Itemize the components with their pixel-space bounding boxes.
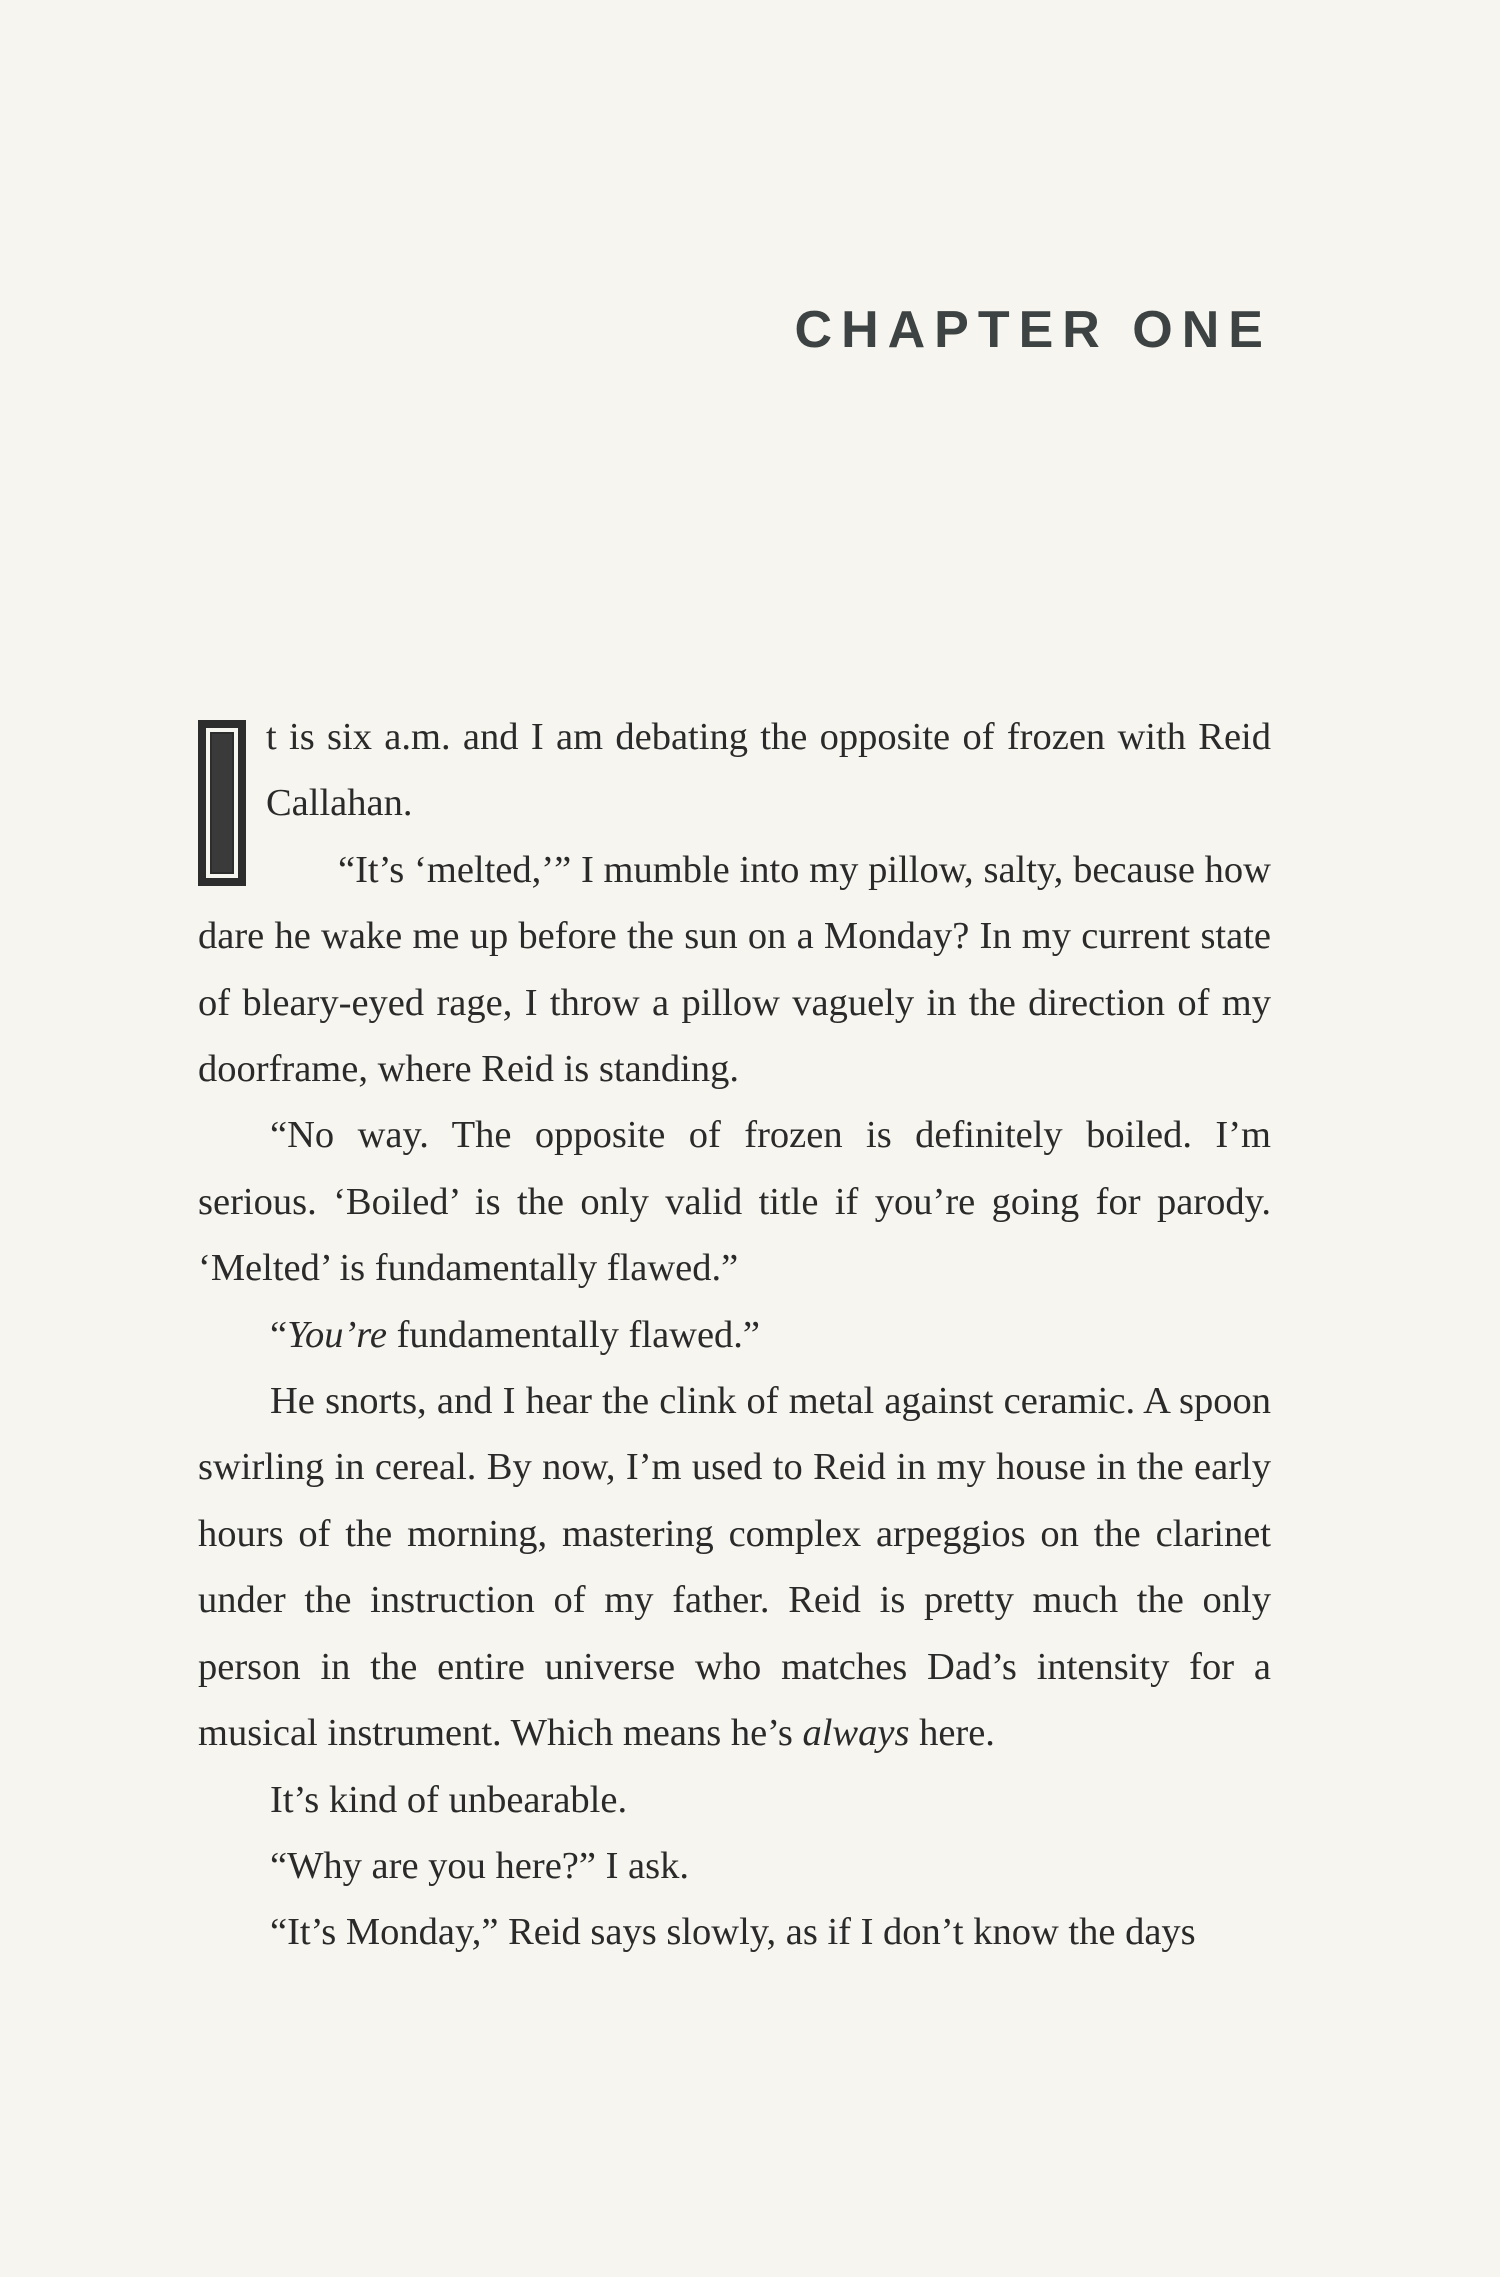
paragraph-5-start: He snorts, and I hear the clink of metal against ceramic. A spoon swirling in cereal. By now, I’m used to Reid in my house in the early hours of the morning, mastering complex arpeggios on the clarinet under the instruction of my father. Reid is pretty much the only person in the entire universe who matches Dad’s intensity for a musical instrument. Which means he’s: [198, 1380, 1271, 1755]
paragraph-4-rest: fundamentally flawed.”: [386, 1313, 761, 1356]
paragraph-3: [198, 1102, 1271, 1301]
paragraph-4-emphasis: You’re: [287, 1313, 387, 1356]
paragraph-6: [198, 1767, 1271, 1833]
paragraph-3-text: “No way. The opposite of frozen is definitely boiled. I’m serious. ‘Boiled’ is the only valid title if you’re going for parody. ‘Melted’ is fundamentally flawed.”: [198, 1114, 1271, 1290]
paragraph-1: [198, 704, 1271, 837]
paragraph-2-text: “It’s ‘melted,’” I mumble into my pillow, salty, because how dare he wake me up before the sun on a Monday? In my current state of bleary-eyed rage, I throw a pillow vaguely in the direction of my doorframe, where Reid is standing.: [198, 848, 1271, 1091]
paragraph-7-text: “Why are you here?” I ask.: [270, 1844, 689, 1887]
paragraph-1-text: t is six a.m. and I am debating the opposite of frozen with Reid Callahan.: [266, 716, 1271, 825]
paragraph-5-end: here.: [909, 1712, 995, 1755]
chapter-title: CHAPTER ONE: [794, 301, 1272, 359]
paragraph-4: [198, 1302, 1271, 1368]
drop-cap-letter: [206, 728, 207, 729]
chapter-body: [198, 704, 1271, 1966]
paragraph-8: [198, 1899, 1271, 1965]
paragraph-7: [198, 1833, 1271, 1899]
paragraph-5: [198, 1368, 1271, 1766]
paragraph-2: [198, 837, 1271, 1103]
paragraph-8-text: “It’s Monday,” Reid says slowly, as if I don’t know the days: [270, 1911, 1196, 1954]
paragraph-6-text: It’s kind of unbearable.: [270, 1778, 628, 1821]
drop-cap-i: [198, 720, 246, 886]
paragraph-4-open-quote: “: [270, 1313, 288, 1356]
paragraph-5-emphasis: always: [802, 1712, 910, 1755]
drop-cap-fill: [212, 734, 232, 872]
